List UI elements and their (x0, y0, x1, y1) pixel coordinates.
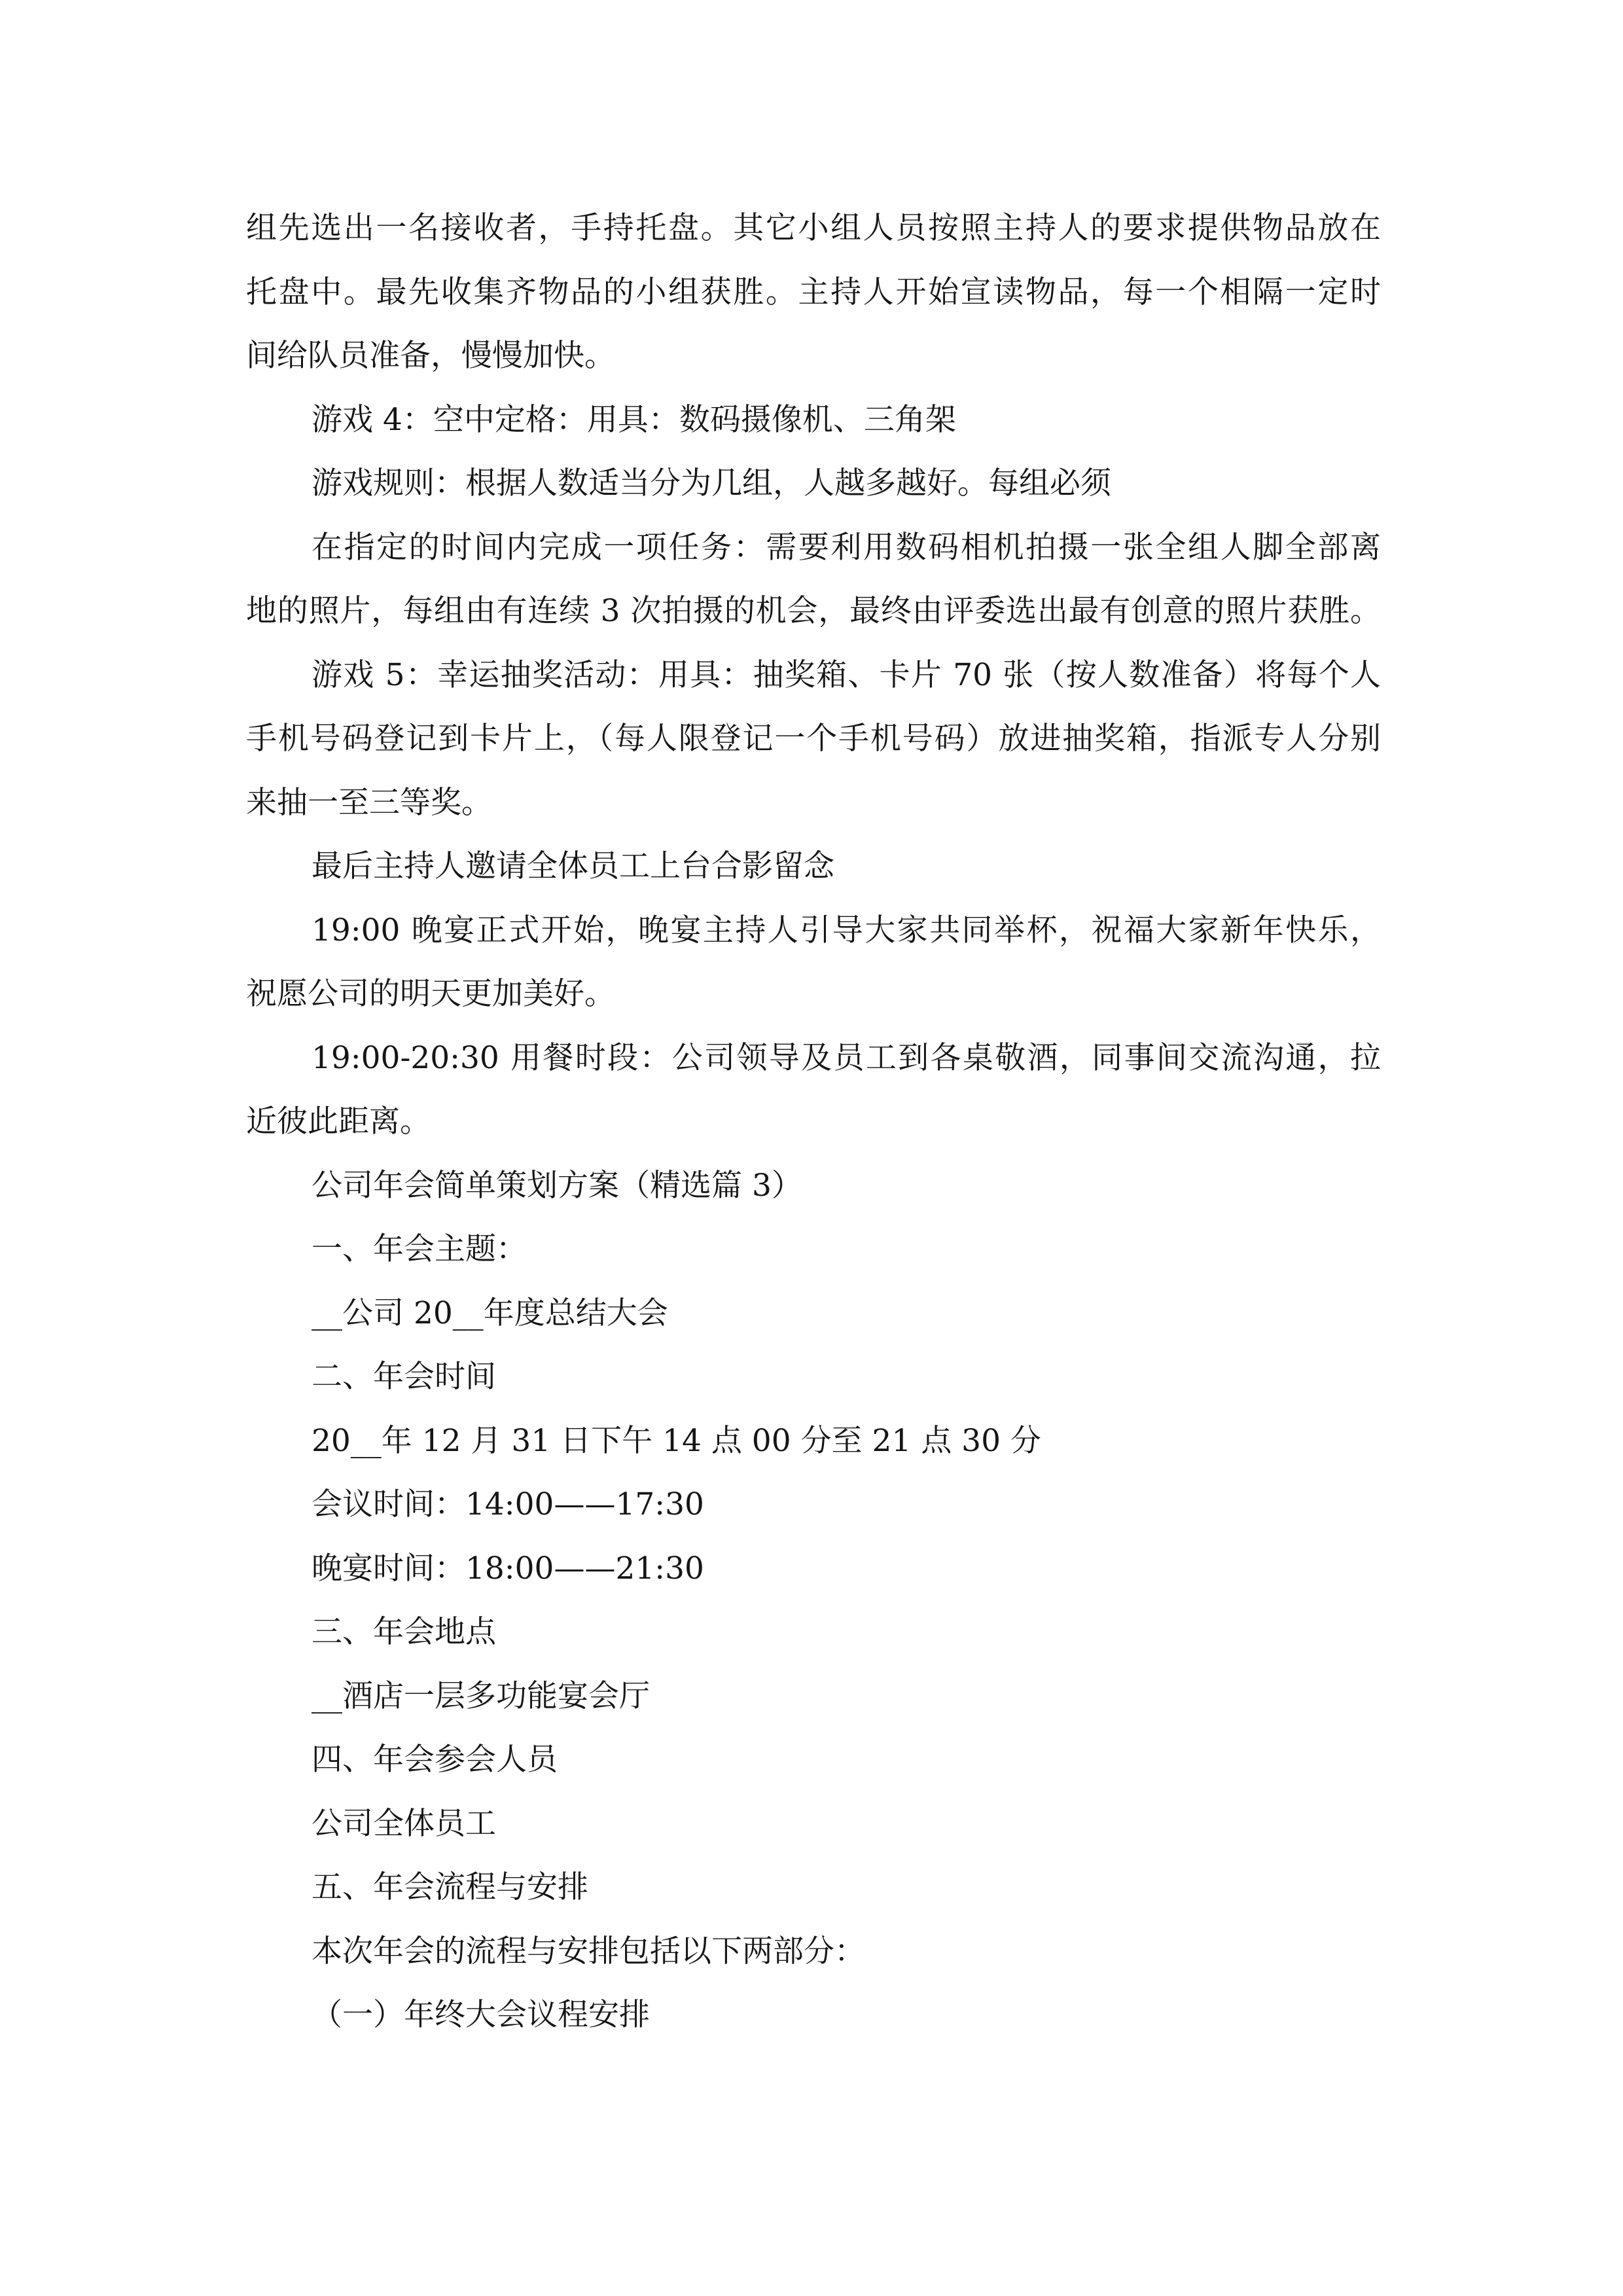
subsection-heading: （一）年终大会议程安排 (312, 1997, 650, 2033)
section-heading: 五、年会流程与安排 (312, 1869, 588, 1905)
section-heading: 三、年会地点 (312, 1614, 496, 1650)
paragraph-line: 手机号码登记到卡片上，（每人限登记一个手机号码）放进抽奖箱，指派专人分别 (246, 721, 1381, 757)
paragraph-line: 地的照片，每组由有连续 3 次拍摄的机会，最终由评委选出最有创意的照片获胜。 (246, 593, 1381, 629)
section-heading: 二、年会时间 (312, 1359, 496, 1395)
paragraph-line: 近彼此距离。 (246, 1103, 431, 1139)
paragraph-line: 游戏 5：幸运抽奖活动：用具：抽奖箱、卡片 70 张（按人数准备）将每个人 (312, 656, 1381, 693)
paragraph-line: 托盘中。最先收集齐物品的小组获胜。主持人开始宣读物品，每一个相隔一定时 (246, 274, 1381, 310)
paragraph-line: 组先选出一名接收者，手持托盘。其它小组人员按照主持人的要求提供物品放在 (246, 210, 1381, 246)
section-heading: 一、年会主题： (312, 1231, 527, 1267)
paragraph-line: 20__年 12 月 31 日下午 14 点 00 分至 21 点 30 分 (312, 1422, 1041, 1459)
paragraph-line: 19:00-20:30 用餐时段：公司领导及员工到各桌敬酒，同事间交流沟通，拉 (312, 1039, 1381, 1076)
paragraph-line: 本次年会的流程与安排包括以下两部分： (312, 1933, 865, 1969)
paragraph-line: 会议时间：14:00——17:30 (312, 1486, 704, 1522)
paragraph-line: 祝愿公司的明天更加美好。 (246, 976, 615, 1012)
paragraph-line: 间给队员准备，慢慢加快。 (246, 338, 615, 374)
paragraph-line: 游戏规则：根据人数适当分为几组，人越多越好。每组必须 (312, 465, 1111, 501)
section-heading: 四、年会参会人员 (312, 1742, 558, 1778)
paragraph-line: 在指定的时间内完成一项任务：需要利用数码相机拍摄一张全组人脚全部离 (312, 529, 1381, 565)
section-heading: 公司年会简单策划方案（精选篇 3） (312, 1167, 802, 1204)
paragraph-line: 来抽一至三等奖。 (246, 784, 492, 821)
document-body (246, 196, 1381, 2047)
paragraph-line: 公司全体员工 (312, 1805, 496, 1842)
paragraph-line: 晚宴时间：18:00——21:30 (312, 1550, 704, 1587)
paragraph-line: __公司 20__年度总结大会 (312, 1295, 668, 1331)
paragraph-line: 19:00 晚宴正式开始，晚宴主持人引导大家共同举杯，祝福大家新年快乐， (312, 912, 1381, 948)
paragraph-line: __酒店一层多功能宴会厅 (312, 1677, 650, 1714)
paragraph-line: 最后主持人邀请全体员工上台合影留念 (312, 848, 834, 884)
paragraph-line: 游戏 4：空中定格：用具：数码摄像机、三角架 (312, 401, 956, 438)
